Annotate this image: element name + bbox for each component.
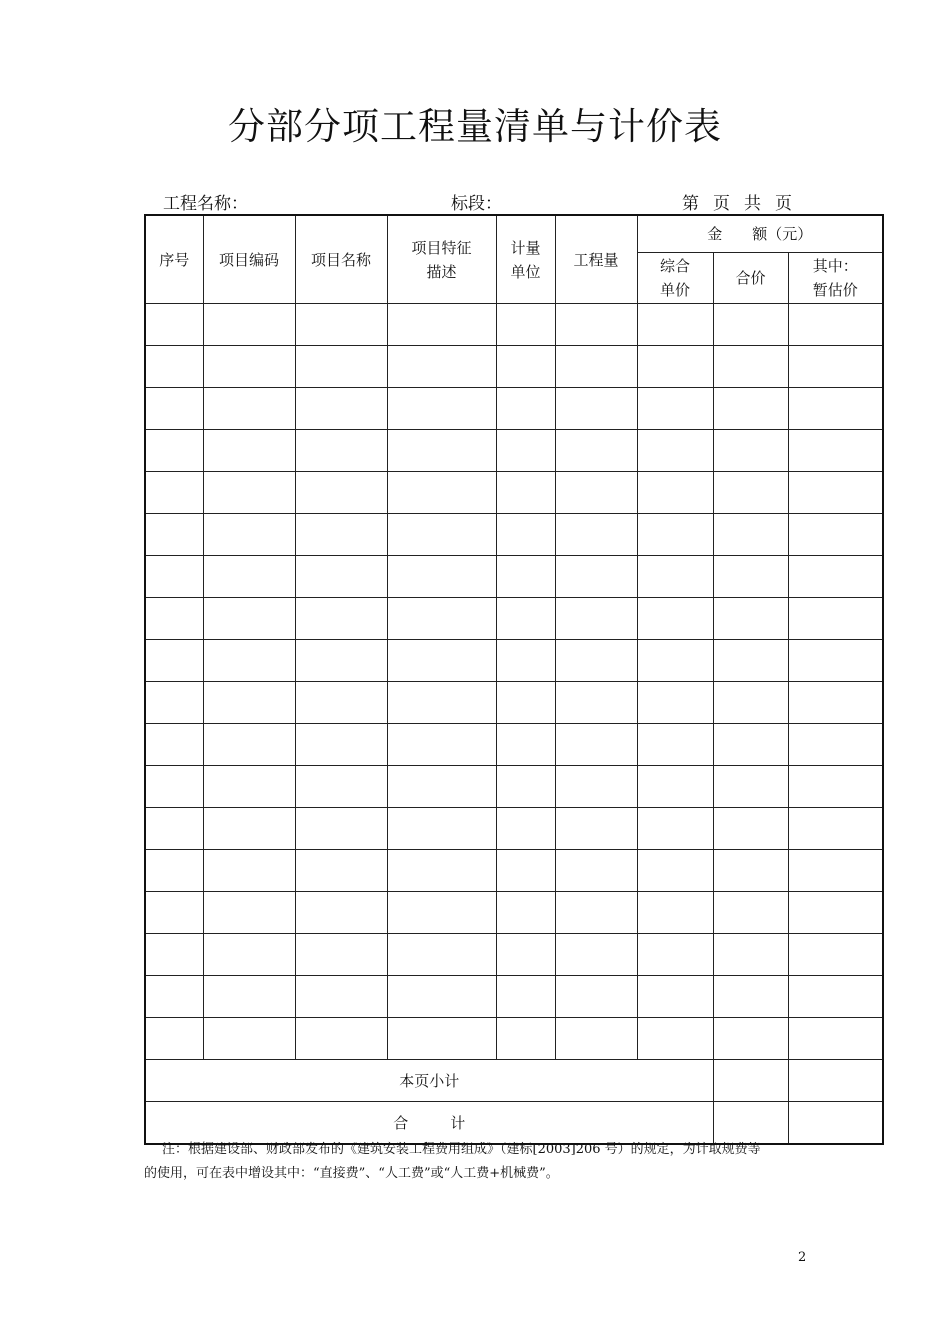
- section-label: 标段：: [451, 194, 502, 214]
- table-cell[interactable]: [387, 850, 496, 892]
- table-cell[interactable]: [637, 766, 713, 808]
- table-row: [145, 346, 883, 388]
- header-amount: [637, 215, 883, 253]
- table-cell[interactable]: [496, 430, 555, 472]
- table-cell[interactable]: [387, 892, 496, 934]
- page-indicator-part: 页: [775, 194, 792, 214]
- page-number: 2: [798, 1250, 807, 1265]
- table-cell[interactable]: [555, 472, 637, 514]
- header-feature-line1: 项目特征: [411, 238, 472, 257]
- page-title: 分部分项工程量清单与计价表: [228, 105, 722, 148]
- table-cell[interactable]: [555, 388, 637, 430]
- table-cell[interactable]: [387, 514, 496, 556]
- table-cell[interactable]: [145, 514, 203, 556]
- table-cell[interactable]: [203, 472, 295, 514]
- header-unit-price-line2: 单价: [659, 281, 690, 299]
- table-cell[interactable]: [555, 346, 637, 388]
- table-row: [145, 388, 883, 430]
- table-cell[interactable]: [713, 766, 788, 808]
- table-cell[interactable]: [387, 808, 496, 850]
- table-cell[interactable]: [555, 682, 637, 724]
- table-cell[interactable]: [713, 388, 788, 430]
- table-cell[interactable]: [637, 556, 713, 598]
- table-cell[interactable]: [555, 598, 637, 640]
- table-cell[interactable]: [788, 598, 883, 640]
- table-cell[interactable]: [203, 682, 295, 724]
- table-cell[interactable]: [496, 682, 555, 724]
- subtotal-row: [145, 1060, 883, 1102]
- table-cell[interactable]: [637, 640, 713, 682]
- subtotal-label: 本页小计: [145, 1060, 713, 1102]
- table-cell[interactable]: [387, 1018, 496, 1060]
- page-indicator-part: 共: [744, 194, 761, 214]
- table-cell[interactable]: [713, 976, 788, 1018]
- table-cell[interactable]: [788, 640, 883, 682]
- table-cell[interactable]: [496, 598, 555, 640]
- table-cell[interactable]: [295, 388, 387, 430]
- table-cell[interactable]: [203, 514, 295, 556]
- header-provisional-line1: 其中：: [812, 257, 858, 275]
- table-row: [145, 304, 883, 346]
- table-cell[interactable]: [637, 346, 713, 388]
- footnote-line2: 的使用，可在表中增设其中：“直接费”、“人工费”或“人工费+机械费”。: [144, 1166, 559, 1181]
- header-unit-price: [637, 253, 713, 304]
- header-code: 项目编码: [203, 215, 295, 304]
- table-cell[interactable]: [496, 808, 555, 850]
- table-cell[interactable]: [496, 850, 555, 892]
- table-cell[interactable]: [295, 346, 387, 388]
- table-cell[interactable]: [788, 304, 883, 346]
- table-cell[interactable]: [145, 892, 203, 934]
- table-cell[interactable]: [637, 682, 713, 724]
- table-cell[interactable]: [496, 892, 555, 934]
- table-cell[interactable]: [145, 388, 203, 430]
- table-cell[interactable]: [555, 808, 637, 850]
- table-row: [145, 892, 883, 934]
- header-unit: [496, 215, 555, 304]
- table-cell[interactable]: [295, 892, 387, 934]
- table-cell[interactable]: [145, 304, 203, 346]
- table-cell[interactable]: [387, 472, 496, 514]
- header-quantity: 工程量: [555, 215, 637, 304]
- table-cell[interactable]: [496, 1018, 555, 1060]
- table-cell[interactable]: [555, 430, 637, 472]
- table-cell[interactable]: [387, 724, 496, 766]
- table-cell[interactable]: [555, 766, 637, 808]
- table-cell[interactable]: [788, 430, 883, 472]
- table-cell[interactable]: [637, 472, 713, 514]
- table-row: [145, 808, 883, 850]
- table-cell[interactable]: [788, 514, 883, 556]
- table-cell[interactable]: [295, 850, 387, 892]
- table-cell[interactable]: [788, 976, 883, 1018]
- table-cell[interactable]: [145, 598, 203, 640]
- table-cell[interactable]: [387, 556, 496, 598]
- table-row: [145, 514, 883, 556]
- table-cell[interactable]: [295, 682, 387, 724]
- table-cell[interactable]: [713, 304, 788, 346]
- table-row: [145, 724, 883, 766]
- table-row: [145, 640, 883, 682]
- table-row: [145, 472, 883, 514]
- table-cell[interactable]: [555, 1018, 637, 1060]
- table-cell[interactable]: [637, 892, 713, 934]
- table-cell[interactable]: [637, 304, 713, 346]
- table-row: [145, 850, 883, 892]
- header-provisional-line2: 暂估价: [812, 281, 858, 299]
- table-cell[interactable]: [555, 724, 637, 766]
- table-cell[interactable]: [788, 934, 883, 976]
- table-row: [145, 1018, 883, 1060]
- table-cell[interactable]: [788, 808, 883, 850]
- table-cell[interactable]: [145, 976, 203, 1018]
- table-cell[interactable]: [713, 934, 788, 976]
- table-cell[interactable]: [555, 934, 637, 976]
- footnote-line1: 注：根据建设部、财政部发布的《建筑安装工程费用组成》（建标[2003]206 号）的规定，为计取规费等: [162, 1142, 761, 1157]
- table-cell[interactable]: [203, 388, 295, 430]
- table-cell[interactable]: [295, 472, 387, 514]
- header-row: [145, 215, 883, 253]
- header-unit-line1: 计量: [510, 238, 541, 257]
- table-cell[interactable]: [387, 304, 496, 346]
- table-cell[interactable]: [387, 976, 496, 1018]
- table-cell[interactable]: [295, 934, 387, 976]
- table-cell[interactable]: [637, 1018, 713, 1060]
- table-cell[interactable]: [637, 724, 713, 766]
- table-row: [145, 976, 883, 1018]
- footnote: [144, 1138, 844, 1186]
- table-cell[interactable]: [713, 850, 788, 892]
- table-cell[interactable]: [637, 808, 713, 850]
- table-cell[interactable]: [713, 724, 788, 766]
- table-row: [145, 682, 883, 724]
- table-cell[interactable]: [145, 934, 203, 976]
- table-cell[interactable]: [203, 640, 295, 682]
- table-cell[interactable]: [145, 346, 203, 388]
- page-indicator-part: 第: [682, 194, 699, 214]
- table-cell[interactable]: [203, 976, 295, 1018]
- table-cell[interactable]: [496, 724, 555, 766]
- table-cell[interactable]: [203, 304, 295, 346]
- table-cell[interactable]: [713, 472, 788, 514]
- table-cell[interactable]: [295, 514, 387, 556]
- table-cell[interactable]: [637, 514, 713, 556]
- table-cell[interactable]: [637, 850, 713, 892]
- table-cell[interactable]: [788, 892, 883, 934]
- table-cell[interactable]: [788, 682, 883, 724]
- table-cell[interactable]: [713, 640, 788, 682]
- subtotal-total-cell[interactable]: [713, 1060, 788, 1102]
- table-cell[interactable]: [387, 682, 496, 724]
- project-name-label: 工程名称：: [163, 194, 248, 214]
- table-cell[interactable]: [713, 892, 788, 934]
- table-cell[interactable]: [295, 808, 387, 850]
- table-cell[interactable]: [637, 976, 713, 1018]
- table-cell[interactable]: [496, 346, 555, 388]
- table-cell[interactable]: [387, 640, 496, 682]
- table-cell[interactable]: [713, 808, 788, 850]
- table-cell[interactable]: [496, 640, 555, 682]
- table-row: [145, 556, 883, 598]
- table-cell[interactable]: [295, 556, 387, 598]
- table-cell[interactable]: [203, 1018, 295, 1060]
- table-cell[interactable]: [203, 598, 295, 640]
- table-cell[interactable]: [145, 724, 203, 766]
- table-cell[interactable]: [496, 388, 555, 430]
- table-cell[interactable]: [295, 640, 387, 682]
- header-feature: [387, 215, 496, 304]
- header-unit-price-line1: 综合: [659, 257, 690, 275]
- subtotal-provisional-cell[interactable]: [788, 1060, 883, 1102]
- table-cell[interactable]: [295, 304, 387, 346]
- table-cell[interactable]: [788, 766, 883, 808]
- header-feature-line2: 描述: [426, 262, 457, 281]
- table-cell[interactable]: [203, 808, 295, 850]
- table-cell[interactable]: [637, 430, 713, 472]
- table-cell[interactable]: [788, 724, 883, 766]
- table-row: [145, 598, 883, 640]
- table-cell[interactable]: [496, 934, 555, 976]
- table-cell[interactable]: [145, 808, 203, 850]
- page-indicator: [682, 189, 792, 214]
- table-cell[interactable]: [496, 976, 555, 1018]
- table-cell[interactable]: [555, 850, 637, 892]
- table-cell[interactable]: [555, 514, 637, 556]
- table-cell[interactable]: [496, 514, 555, 556]
- table-cell[interactable]: [555, 304, 637, 346]
- table-cell[interactable]: [145, 640, 203, 682]
- table-cell[interactable]: [295, 598, 387, 640]
- table-cell[interactable]: [637, 598, 713, 640]
- header-amount-word1: 金: [707, 225, 723, 243]
- header-amount-word2: 额（元）: [752, 225, 813, 243]
- table-cell[interactable]: [788, 850, 883, 892]
- table-cell[interactable]: [203, 892, 295, 934]
- header-total-price: 合价: [713, 253, 788, 304]
- table-cell[interactable]: [145, 766, 203, 808]
- table-cell[interactable]: [387, 388, 496, 430]
- table-cell[interactable]: [145, 472, 203, 514]
- table-cell[interactable]: [295, 430, 387, 472]
- table-cell[interactable]: [203, 346, 295, 388]
- table-cell[interactable]: [788, 346, 883, 388]
- table-cell[interactable]: [713, 682, 788, 724]
- table-cell[interactable]: [713, 598, 788, 640]
- table-cell[interactable]: [555, 892, 637, 934]
- table-cell[interactable]: [637, 934, 713, 976]
- table-cell[interactable]: [555, 556, 637, 598]
- table-cell[interactable]: [496, 766, 555, 808]
- table-cell[interactable]: [387, 430, 496, 472]
- table-cell[interactable]: [637, 388, 713, 430]
- table-cell[interactable]: [295, 976, 387, 1018]
- table-cell[interactable]: [387, 766, 496, 808]
- table-cell[interactable]: [387, 934, 496, 976]
- table-cell[interactable]: [713, 514, 788, 556]
- table-cell[interactable]: [788, 388, 883, 430]
- table-cell[interactable]: [387, 598, 496, 640]
- table-row: [145, 934, 883, 976]
- table-cell[interactable]: [555, 976, 637, 1018]
- table-cell[interactable]: [788, 556, 883, 598]
- table-cell[interactable]: [203, 766, 295, 808]
- table-cell[interactable]: [496, 556, 555, 598]
- header-name: 项目名称: [295, 215, 387, 304]
- header-seq: 序号: [145, 215, 203, 304]
- table-cell[interactable]: [145, 1018, 203, 1060]
- table-cell[interactable]: [295, 766, 387, 808]
- table-cell[interactable]: [555, 640, 637, 682]
- table-cell[interactable]: [203, 724, 295, 766]
- table-cell[interactable]: [713, 430, 788, 472]
- bill-table: [144, 214, 884, 1145]
- table-cell[interactable]: [203, 850, 295, 892]
- table-cell[interactable]: [788, 1018, 883, 1060]
- table-cell[interactable]: [496, 304, 555, 346]
- total-label-word1: 合: [393, 1113, 409, 1132]
- table-cell[interactable]: [387, 346, 496, 388]
- table-cell[interactable]: [788, 472, 883, 514]
- table-cell[interactable]: [496, 472, 555, 514]
- header-unit-line2: 单位: [510, 262, 541, 281]
- table-cell[interactable]: [203, 934, 295, 976]
- table-cell[interactable]: [295, 1018, 387, 1060]
- table-cell[interactable]: [713, 1018, 788, 1060]
- table-cell[interactable]: [713, 346, 788, 388]
- table-cell[interactable]: [145, 430, 203, 472]
- total-label-word2: 计: [450, 1113, 466, 1132]
- table-row: [145, 430, 883, 472]
- header-provisional: [788, 253, 883, 304]
- table-cell[interactable]: [145, 850, 203, 892]
- page-indicator-part: 页: [713, 194, 730, 214]
- table-cell[interactable]: [713, 556, 788, 598]
- table-cell[interactable]: [145, 556, 203, 598]
- table-cell[interactable]: [203, 556, 295, 598]
- table-cell[interactable]: [295, 724, 387, 766]
- table-cell[interactable]: [145, 682, 203, 724]
- table-cell[interactable]: [203, 430, 295, 472]
- table-row: [145, 766, 883, 808]
